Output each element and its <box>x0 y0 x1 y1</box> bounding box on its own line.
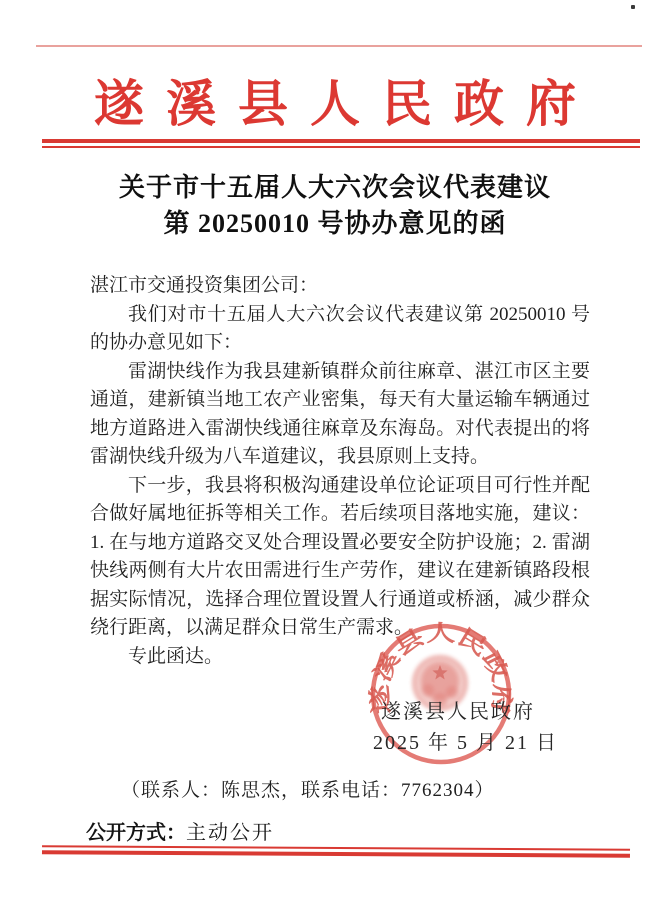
footer-rule <box>42 845 630 858</box>
letterhead-org-name: 遂溪县人民政府 <box>94 76 598 132</box>
top-rule <box>36 45 642 47</box>
scan-speck <box>631 5 635 9</box>
publicity-value: 主动公开 <box>186 822 274 844</box>
publicity-line <box>86 816 274 845</box>
contact-info-line: （联系人：陈思杰，联系电话：7762304） <box>121 780 495 801</box>
letterhead-divider-rule <box>42 139 640 148</box>
publicity-label: 公开方式： <box>86 822 186 844</box>
recipient-line: 湛江市交通投资集团公司： <box>90 275 319 296</box>
seal-ring-text: 遂溪县人民政府 <box>367 620 515 715</box>
document-title-line1: 关于市十五届人大六次会议代表建议 <box>118 173 551 202</box>
document-title <box>10 170 660 242</box>
signature-org: 遂溪县人民政府 <box>381 701 535 723</box>
paragraph-closing: 专此函达。 <box>128 645 224 667</box>
signature-date: 2025 年 5 月 21 日 <box>373 732 558 754</box>
document-title-line2: 第 20250010 号协办意见的函 <box>163 209 507 238</box>
letter-body <box>90 272 590 671</box>
paragraph-opinion: 雷湖快线作为我县建新镇群众前往麻章、湛江市区主要通道，建新镇当地工农产业密集，每天有大量运输车辆通过地方道路进入雷湖快线通往麻章及东海岛。对代表提出的将雷湖快线升级为八车道建议，我县原则上支持。 <box>90 360 590 467</box>
paragraph-next-step: 下一步，我县将积极沟通建设单位论证项目可行性并配合做好属地征拆等相关工作。若后续项目落地实施，建议：1. 在与地方道路交叉处合理设置必要安全防护设施；2. 雷湖快线两侧有大片农田需进行生产劳作，建议在建新镇路段根据实际情况，选择合理位置设置人行通道或桥涵，减少群众绕行距离，以满足群众日常生产需求。 <box>90 474 590 638</box>
paragraph-intro: 我们对市十五届人大六次会议代表建议第 20250010 号的协办意见如下： <box>90 303 590 353</box>
